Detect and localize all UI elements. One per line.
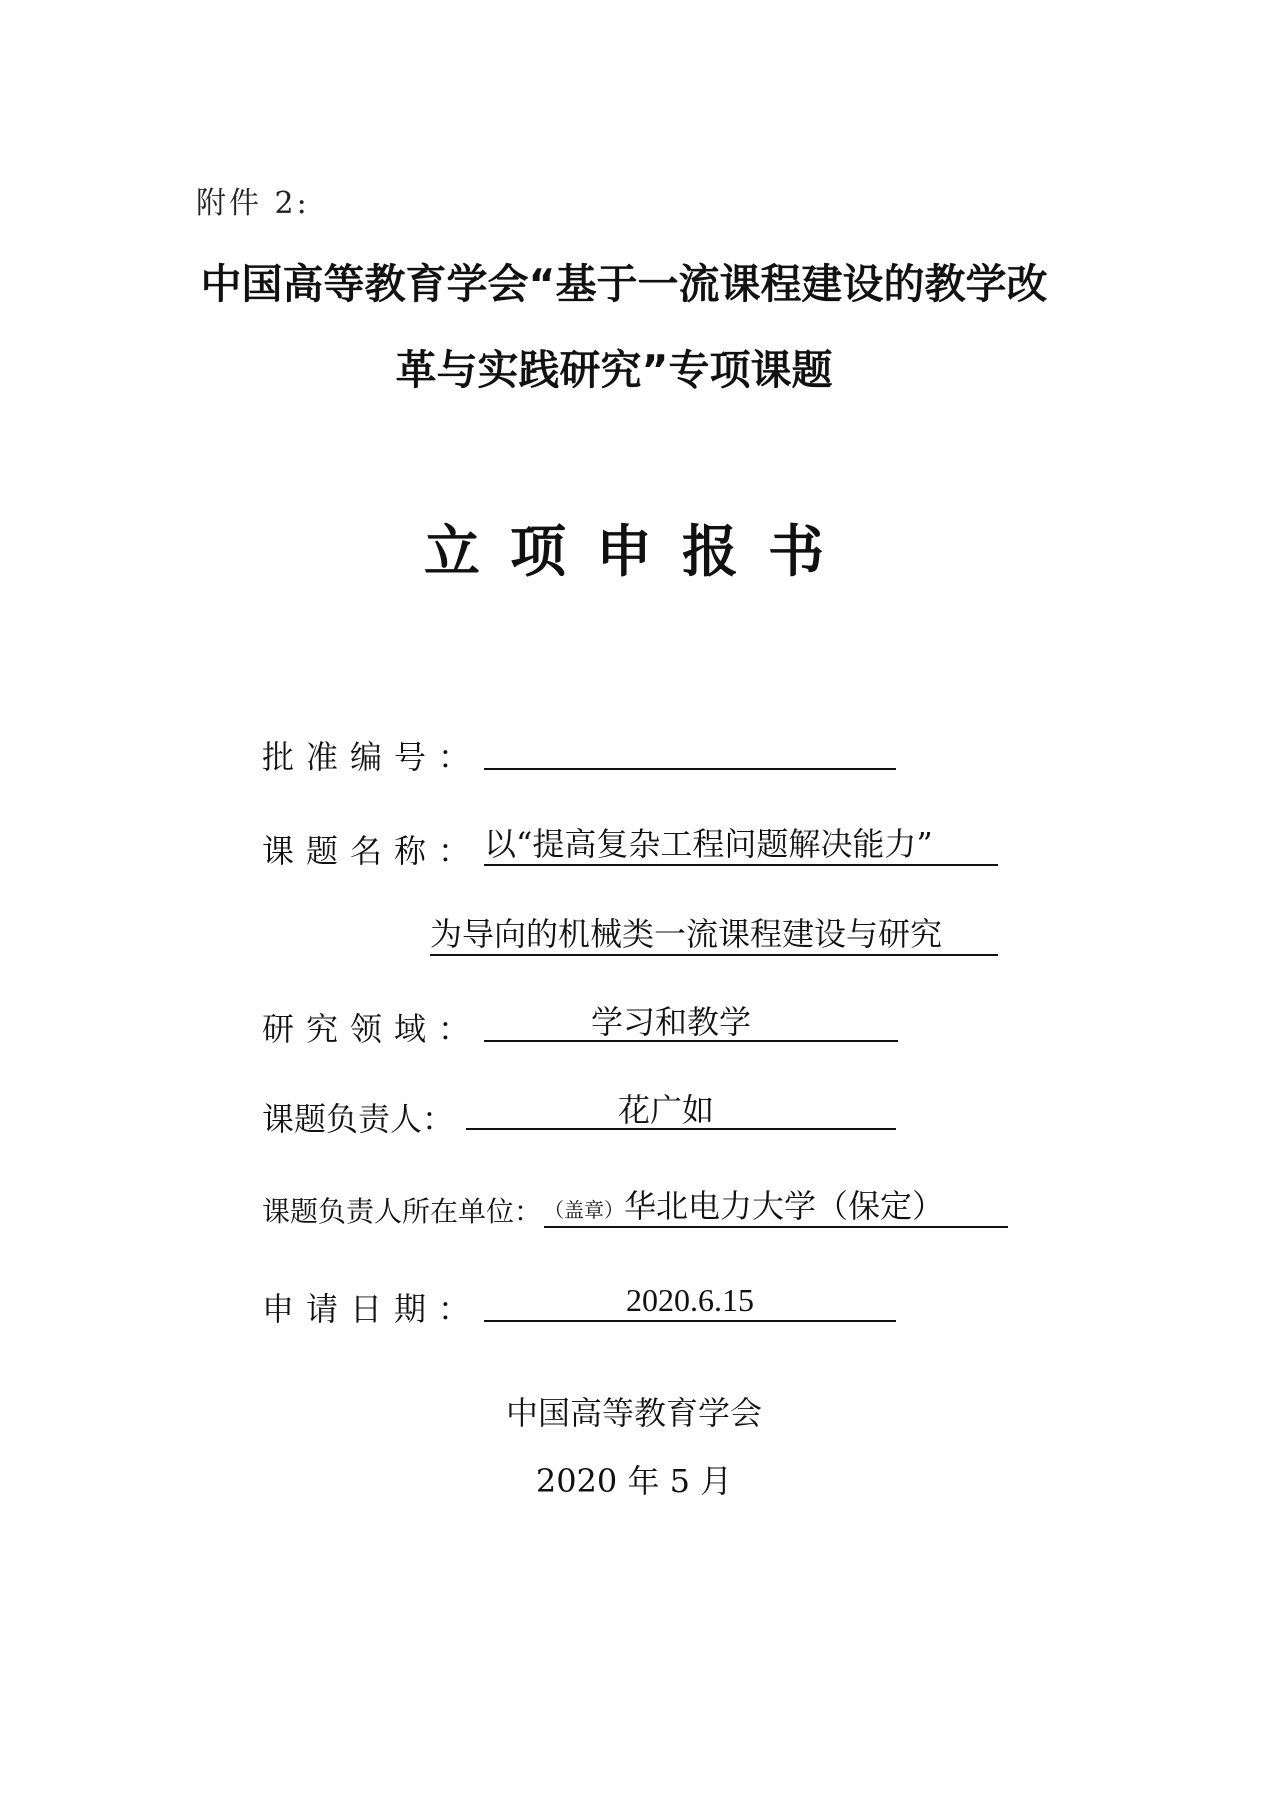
footer-organization: 中国高等教育学会 [505,1394,762,1432]
document-title-line-2: 革与实践研究”专项课题 [395,346,833,394]
project-name-label: 课题名称： [262,832,483,870]
research-area-value: 学习和教学 [484,1002,898,1042]
leader-value: 花广如 [466,1090,896,1130]
attachment-label: 附件 2: [196,186,310,221]
approval-no-label: 批准编号： [262,738,483,776]
unit-value-container [544,1186,1008,1228]
approval-no-value [484,728,896,770]
apply-date-label: 申请日期： [262,1290,483,1328]
document-type-heading: 立项申报书 [424,519,854,585]
stamp-note: （盖章） [544,1198,624,1222]
unit-value: 华北电力大学（保定） [624,1187,945,1225]
research-area-label: 研究领域： [262,1010,483,1048]
footer-date: 2020 年 5 月 [535,1462,733,1500]
unit-label: 课题负责人所在单位： [262,1195,543,1228]
apply-date-value: 2020.6.15 [484,1280,896,1322]
project-name-value-line-1: 以“提高复杂工程问题解决能力” [484,824,998,866]
document-title-line-1: 中国高等教育学会“基于一流课程建设的教学改 [200,260,1048,308]
project-name-value-line-2: 为导向的机械类一流课程建设与研究 [430,914,998,956]
leader-label: 课题负责人： [262,1100,455,1138]
